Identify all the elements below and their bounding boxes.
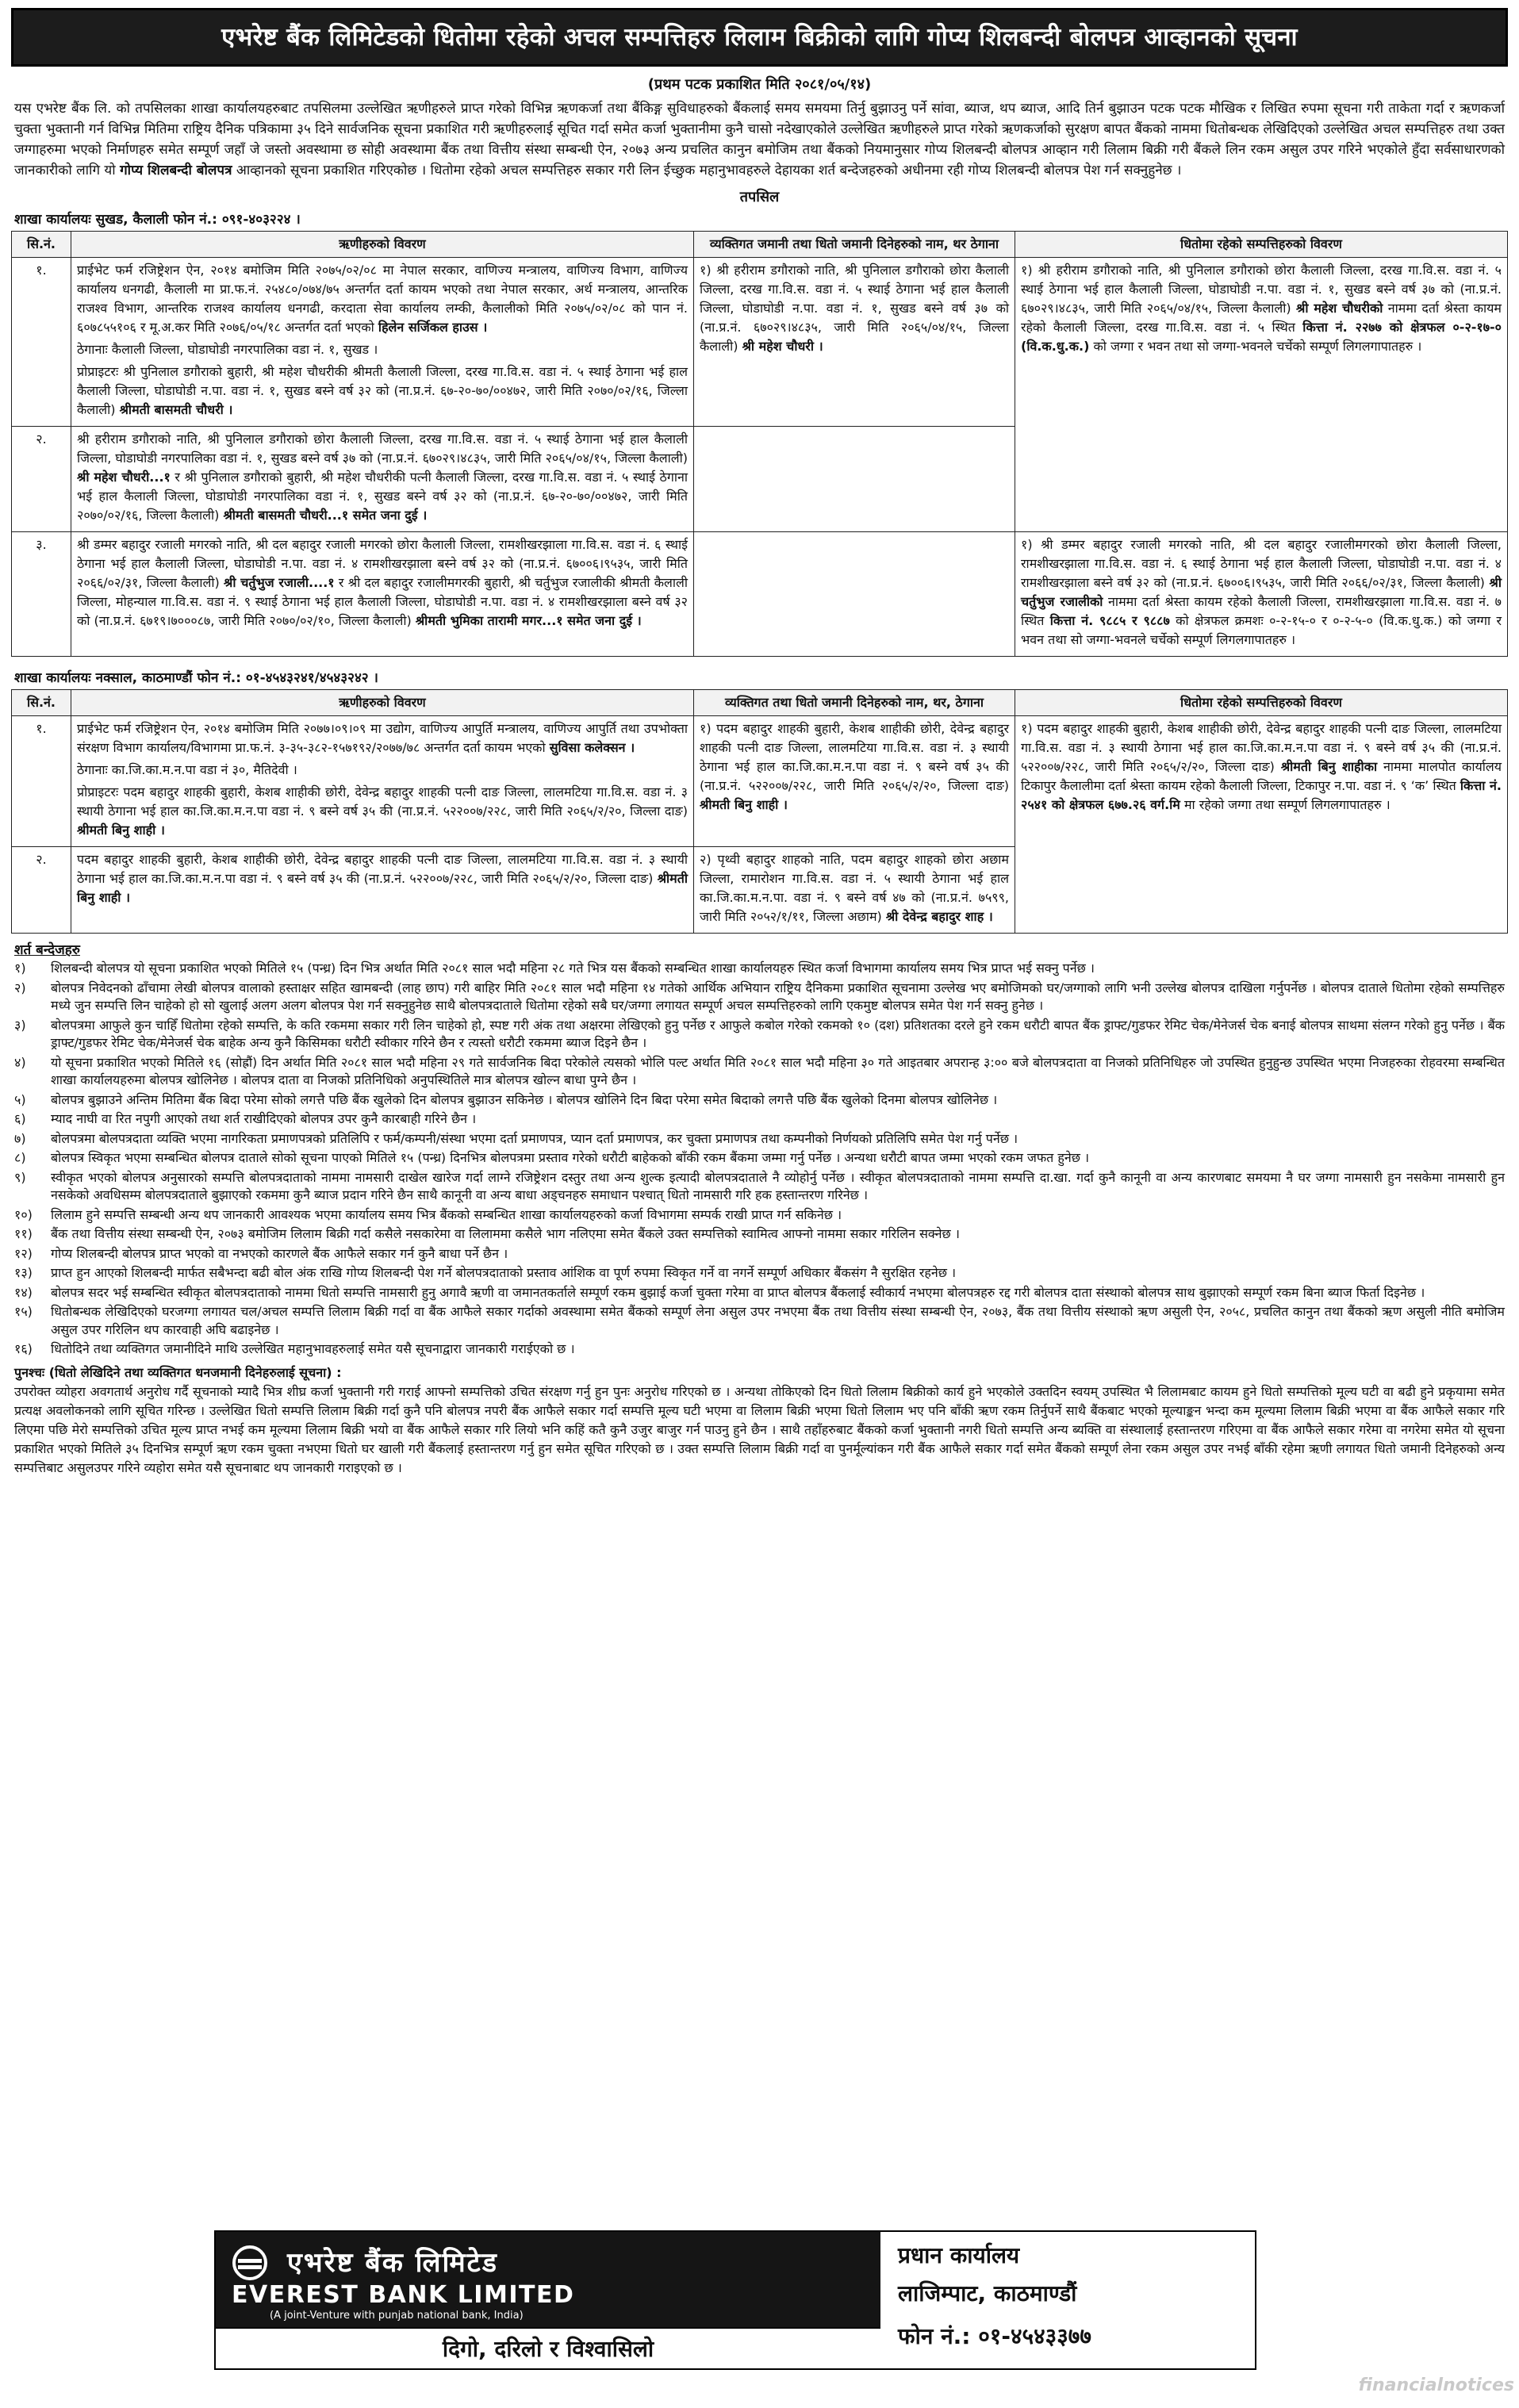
postscript-heading: पुनश्चः (धितो लेखिदिने तथा व्यक्तिगत धनजमानी दिनेहरुलाई सूचना) :	[14, 1364, 342, 1380]
notice-title: एभरेष्ट बैंक लिमिटेडको धितोमा रहेको अचल सम्पत्तिहरु लिलाम बिक्रीको लागि गोप्य शिलबन्दी बोलपत्र आव्हानको सूचना	[11, 8, 1508, 67]
row-sn: २.	[12, 427, 71, 532]
col-property: धितोमा रहेको सम्पत्तिहरुको विवरण	[1015, 232, 1508, 258]
row-sn: २.	[12, 847, 71, 934]
term-number: १६)	[14, 1341, 33, 1356]
term-item	[14, 1017, 1505, 1053]
guarantor-cell	[694, 258, 1015, 427]
notice-page	[11, 8, 1508, 2403]
table-row	[12, 258, 1508, 427]
watermark-text: financialnotices	[1358, 2375, 1514, 2395]
borrower-text: प्राईभेट फर्म रजिष्ट्रेशन ऐन, २०१४ बमोजिम मिति २०७५/०२/०८ मा नेपाल सरकार, वाणिज्य मन्त्रालय, वाणिज्य विभाग, वाणिज्य कार्यालय धनगढी, कैलाली मा प्रा.फ.नं. २५४८०/०७४/७५ अन्तर्गत दर्ता कायम भएको तथा नेपाल सरकार, अर्थ मन्त्रालय, आन्तरिक राजश्व विभाग, आन्तरिक राजश्व कार्यालय धनगढी, करदाता सेवा कार्यालय लम्की, कैलालीको मिति २०७५/०२/०८ को पान नं. ६०७८५५१०६ र मू.अ.कर मिति २०७६/०५/१८ अन्तर्गत दर्ता भएको हिलेन सर्जिकल हाउस ।	[77, 263, 688, 335]
branch-sukhad-table	[11, 231, 1508, 657]
term-item	[14, 960, 1505, 978]
term-number: ४)	[14, 1054, 26, 1070]
bank-name-english: EVEREST BANK LIMITED	[232, 2281, 575, 2309]
col-borrower: ऋणीहरुको विवरण	[71, 690, 694, 716]
postscript-text: उपरोक्त व्योहरा अवगतार्थ अनुरोध गर्दै सूचनाको म्यादै भित्र शीघ्र कर्जा भुक्तानी गरी गराई आफ्नो सम्पत्तिको उचित संरक्षण गर्नु हुन पुनः अनुरोध गरिएको छ । अन्यथा तोकिएको दिन धितो लिलाम बिक्रीको कार्य हुने भएकोले उक्तदिन स्वयम् उपस्थित भै लिलामबाट कायम हुने धितो सम्पत्तिको मूल्य घटी वा बढी हुने प्रकृयामा समेत प्रत्यक्ष अवलोकनको लागि सूचित गरिन्छ । उल्लेखित धितो सम्पत्ति लिलाम बिक्री गर्दा कुनै पनि बोलपत्र नपरी बैंक आफैले सकार गर्दा सम्पत्ति मूल्य घटी भएमा वा लिलाम बिक्री भएमा धितो लिलाम भए पनि बाँकी ऋण रकम तिर्नुपर्ने साथै बैंकबाट भएको मूल्याङ्कन भन्दा कम मूल्यमा लिलाम बिक्री भएमा वा बैंक आफैले सकार गरि लिएमा पछि मेरो सम्पत्तिको उचित मूल्य प्राप्त नभई कम मूल्यमा लिलाम बिक्री भयो वा बैंक आफैले सकार गरि लियो भनि कहिं कतै कुनै उजुर बाजुर गर्न पाउनु हुने छैन । साथै तहाँहरुबाट बैंकको कर्जा भुक्तानी नगरी धितो सम्पत्ति अन्य ब्यक्ति वा संस्थालाई हस्तान्तरण गरिएमा वा बैंक आफैले सकार गरेमा वा नगरेमा समेत यो सूचना प्रकाशित भएको मितिले ३५ दिनभित्र सम्पूर्ण ऋण रकम चुक्ता नभएमा धितो घर खाली गरी बैंकलाई हस्तान्तरण गर्नु हुन समेत सूचित गरिएको छ । उक्त सम्पत्ति लिलाम बिक्री गर्दा वा पुनर्मूल्यांकन गरी बैंक आफैले सकार गर्दा समेत बैंकको सम्पूर्ण लेना रकम असुल उपर नभई बाँकी रहेमा ऋणी लगायत धितो जमानी दिनेहरुको अन्य सम्पत्तिबाट असुलउपर गरिने व्यहोरा समेत यसै सूचनाबाट थप जानकारी गराइएको छ ।	[14, 1383, 1505, 1475]
term-number: ९)	[14, 1169, 26, 1185]
term-text: धितोदिने तथा व्यक्तिगत जमानीदिने माथि उल्लेखित महानुभावहरुलाई समेत यसै सूचनाद्वारा जानकारी गराईएको छ ।	[51, 1341, 575, 1356]
term-text: धितोबन्धक लेखिदिएको घरजग्गा लगायत चल/अचल सम्पत्ति लिलाम बिक्री गर्दा वा बैंक आफैले सकार गर्दाको अवस्थामा समेत बैंकको सम्पूर्ण लेना असुल उपर नभएमा बैंक तथा वित्तीय संस्था सम्बन्धी ऐन, २०७३, बैंक तथा वित्तीय संस्थाको ऋण असुली ऐन, २०५८, प्रचलित कानुन तथा बैंकको ऋण असुली नीति बमोजिम असुल उपर गरिलिन थप कारवाही अघि बढाइनेछ ।	[51, 1304, 1505, 1337]
term-text: बोलपत्र सदर भई सम्बन्धित स्वीकृत बोलपत्रदाताको नाममा धितो सम्पत्ति नामसारी हुनु अगावै ऋणी वा जमानतकर्ताले सम्पूर्ण रकम बुझाई कर्जा चुक्ता गरेमा वा प्राप्त बोलपत्र बैंकलाई स्वीकार्य नभएमा बोलपत्रहरु रद्द गरी बोलपत्र दाता संस्थाको बोलपत्र साथ बुझाएको सम्पूर्ण रकम बिना ब्याज फिर्ता दिइनेछ ।	[51, 1284, 1425, 1300]
bank-name-nepali: एभरेष्ट बैंक लिमिटेड	[287, 2247, 498, 2279]
term-text: शिलबन्दी बोलपत्र यो सूचना प्रकाशित भएको मितिले १५ (पन्ध्र) दिन भित्र अर्थात मिति २०८१ साल भदौ महिना २८ गते भित्र यस बैंकको सम्बन्धित शाखा कार्यालयहरु स्थित कर्जा विभागमा कार्यालय समय भित्र प्राप्त भई सक्नु पर्नेछ ।	[51, 961, 1095, 976]
guarantor-cell-empty	[694, 427, 1015, 532]
branch-naxal-line: शाखा कार्यालयः नक्साल, काठमाण्डौं फोन नं.: ०१-४५४३२४१/४५४३२४२ ।	[14, 670, 378, 686]
term-item	[14, 980, 1505, 1015]
term-item	[14, 1303, 1505, 1339]
borrower-cell	[71, 716, 694, 847]
borrower-address: ठेगानाः का.जि.का.म.न.पा वडा नं ३०, मैतिदेवी ।	[77, 762, 297, 777]
col-sn: सि.नं.	[12, 690, 71, 716]
term-item	[14, 1054, 1505, 1090]
term-number: ७)	[14, 1130, 26, 1146]
col-sn: सि.नं.	[12, 232, 71, 258]
first-published-date: (प्रथम पटक प्रकाशित मिति २०८१/०५/१४)	[647, 76, 872, 93]
table-row	[12, 716, 1508, 847]
term-number: १)	[14, 961, 26, 976]
term-number: ६)	[14, 1111, 26, 1126]
bank-footer	[214, 2230, 1256, 2370]
borrower-cell	[71, 427, 694, 532]
terms-list	[14, 960, 1505, 1359]
property-text: १) श्री डम्मर बहादुर रजाली मगरको नाति, श्री दल बहादुर रजालीमगरको छोरा कैलाली जिल्ला, रामशीखरझाला गा.वि.स. वडा नं. ६ स्थाई ठेगाना भई हाल कैलाली जिल्ला, घोडाघोडी न.पा. वडा नं. ४ रामशीखरझाला बस्ने वर्ष ३२ को (ना.प्र.नं. ६७००६।९५३५, जारी मिति २०६६/०२/३१, जिल्ला कैलाली) श्री चर्तुभुज रजालीको नाममा दर्ता श्रेस्ता कायम रहेको कैलाली जिल्ला, रामशीखरझाला गा.वि.स. वडा नं. ७ स्थित कित्ता नं. ९८८५ र ९८८७ को क्षेत्रफल क्रमशः ०-२-१५-० र ०-२-५-० (वि.क.धु.क.) को जग्गा र भवन तथा सो जग्गा-भवनले चर्चेको सम्पूर्ण लिगलगापातहरु ।	[1021, 537, 1502, 647]
property-cell	[1015, 258, 1508, 532]
borrower-proprietor: प्रोप्राइटरः पदम बहादुर शाहकी बुहारी, केशब शाहीकी छोरी, देवेन्द्र बहादुर शाहकी पत्नी दाङ जिल्ला, लालमटिया गा.वि.स. वडा नं. ३ स्थायी ठेगाना भई हाल का.जि.का.म.न.पा वडा नं. ९ बस्ने वर्ष ३५ की (ना.प्र.नं. ५२२००७/२२८, जारी मिति २०६५/२/२०, जिल्ला दाङ) श्रीमती बिनु शाही ।	[77, 784, 688, 838]
intro-text-bold: गोप्य शिलबन्दी बोलपत्र	[120, 163, 232, 178]
term-text: लिलाम हुने सम्पत्ति सम्बन्धी अन्य थप जानकारी आवश्यक भएमा कार्यालय समय भित्र बैंकको सम्बन्धित शाखा कार्यालयहरुको कर्जा विभागमा सम्पर्क राखी प्राप्त गर्न सकिनेछ ।	[51, 1206, 842, 1222]
term-number: १३)	[14, 1265, 33, 1280]
guarantor-text: १) पदम बहादुर शाहकी बुहारी, केशब शाहीकी छोरी, देवेन्द्र बहादुर शाहकी पत्नी दाङ जिल्ला, लालमटिया गा.वि.स. वडा नं. ३ स्थायी ठेगाना भई हाल का.जि.का.म.न.पा वडा नं. ९ बस्ने वर्ष ३५ की (ना.प्र.नं. ५२२००७/२२८, जारी मिति २०६५/२/२०, जिल्ला दाङ) श्रीमती बिनु शाही ।	[700, 721, 1009, 812]
branch-sukhad-line: शाखा कार्यालयः सुखड, कैलाली फोन नं.: ०९१-४०३२२४ ।	[14, 212, 301, 228]
borrower-cell	[71, 258, 694, 427]
guarantor-cell-empty	[694, 532, 1015, 657]
term-number: १०)	[14, 1206, 33, 1222]
term-item	[14, 1130, 1505, 1148]
col-property: धितोमा रहेको सम्पत्तिहरुको विवरण	[1015, 690, 1508, 716]
bank-brand-block	[216, 2232, 880, 2327]
borrower-cell	[71, 532, 694, 657]
borrower-address: ठेगानाः कैलाली जिल्ला, घोडाघोडी नगरपालिका वडा नं. १, सुखड ।	[77, 342, 378, 357]
term-item	[14, 1284, 1505, 1302]
intro-text-b: आव्हानको सूचना प्रकाशित गरिएकोछ । धितोमा रहेको अचल सम्पत्तिहरु सकार गरी लिन ईच्छुक महानुभावहरुले देहायका शर्त बन्देजहरुको अधीनमा रही गोप्य शिलबन्दी बोलपत्र पेश गर्न सक्नुहुनेछ ।	[236, 163, 1182, 178]
term-item	[14, 1245, 1505, 1263]
guarantor-text: २) पृथ्वी बहादुर शाहको नाति, पदम बहादुर शाहको छोरा अछाम जिल्ला, रामारोशन गा.वि.स. वडा नं. ५ स्थायी ठेगाना भई हाल का.जि.का.म.न.पा. वडा नं. ९ बस्ने वर्ष ४७ को (ना.प्र.नं. ७५९९, जारी मिति २०५२/१/११, जिल्ला अछाम) श्री देवेन्द्र बहादुर शाह ।	[700, 852, 1009, 924]
term-text: बोलपत्र स्विकृत भएमा सम्बन्धित बोलपत्र दाताले सोको सूचना पाएको मितिले १५ (पन्ध्र) दिनभित्र बोलपत्रमा प्रस्ताव गरेको धरौटी बाहेकको बाँकी रकम बैंकमा जम्मा गर्नु पर्नेछ । अन्यथा धरौटी बापत जम्मा भएको रकम जफत हुनेछ ।	[51, 1150, 1090, 1165]
borrower-text: श्री हरीराम डगौराको नाति, श्री पुनिलाल डगौराको छोरा कैलाली जिल्ला, दरख गा.वि.स. वडा नं. ५ स्थाई ठेगाना भई हाल कैलाली जिल्ला, घोडाघोडी नगरपालिका वडा नं. १, सुखड बस्ने वर्ष ३७ को (ना.प्र.नं. ६७०२९।४८३५, जारी मिति २०६५/०४/१५, जिल्ला कैलाली) श्री महेश चौधरी...१ र श्री पुनिलाल डगौराको बुहारी, श्री महेश चौधरीकी पत्नी कैलाली जिल्ला, दरख गा.वि.स. वडा नं. ५ स्थाई ठेगाना भई हाल कैलाली जिल्ला, घोडाघोडी नगरपालिका वडा नं. १, सुखड बस्ने वर्ष ३२ को (ना.प्र.नं. ६७-२०-७०/००४७२, जारी मिति २०७०/०२/१६, जिल्ला कैलाली) श्रीमती बासमती चौधरी...१ समेत जना दुई ।	[77, 431, 688, 523]
row-sn: १.	[12, 258, 71, 427]
term-text: बोलपत्र निवेदनको ढाँचामा लेखी बोलपत्र वालाको हस्ताक्षर सहित खामबन्दी (लाह छाप) गरी बाहिर मिति २०८१ साल भदौ महिना १४ गतेको आर्थिक अभियान राष्ट्रिय दैनिकमा प्रकाशित सूचनामा उल्लेख भए बमोजिमको घर/जग्गाको लागि भनी उल्लेख बोलपत्र दाखिला गर्नुपर्नेछ । बोलपत्र दाताले धितोमा रहेको सम्पत्तिहरु मध्ये जुन सम्पत्ति लिन चाहेको हो सो खुलाई अलग अलग बोलपत्र पेश गर्न सक्नुहुनेछ साथै बोलपत्रदाताले धितोमा रहेको सबै घर/जग्गा लगायत सम्पूर्ण अचल सम्पत्तिहरुको लागि एकमुष्ट बोलपत्र समेत पेश गर्न सक्नु हुनेछ ।	[51, 980, 1505, 1013]
head-office-phone: फोन नं.: ०१-४५४३३७७	[898, 2323, 1091, 2349]
borrower-text: प्राईभेट फर्म रजिष्ट्रेशन ऐन, २०१४ बमोजिम मिति २०७७।०९।०९ मा उद्योग, वाणिज्य आपुर्ति मन्त्रालय, वाणिज्य आपुर्ति तथा उपभोक्ता संरक्षण विभाग कार्यालय/विभागमा प्रा.फ.नं. ३-३५-३८२-१५७१९२/२०७७/७८ अन्तर्गत दर्ता कायम भएको सुविसा कलेक्सन ।	[77, 721, 688, 755]
bank-slogan: दिगो, दरिलो र विश्वासिलो	[216, 2327, 880, 2370]
property-text: १) पदम बहादुर शाहकी बुहारी, केशब शाहीकी छोरी, देवेन्द्र बहादुर शाहकी पत्नी दाङ जिल्ला, लालमटिया गा.वि.स. वडा नं. ३ स्थायी ठेगाना भई हाल का.जि.का.म.न.पा वडा नं. ९ बस्ने वर्ष ३५ की (ना.प्र.नं. ५२२००७/२२८, जारी मिति २०६५/२/२०, जिल्ला दाङ) श्रीमती बिनु शाहीका नाममा मालपोत कार्यालय टिकापुर कैलालीमा दर्ता श्रेस्ता कायम रहेको कैलाली जिल्ला, टिकापुर न.पा. वडा नं. ९ ‘क’ स्थित कित्ता नं. २५४१ को क्षेत्रफल ६७७.२६ वर्ग.मि मा रहेको जग्गा तथा सम्पूर्ण लिगलगापातहरु ।	[1021, 721, 1502, 812]
term-item	[14, 1340, 1505, 1359]
term-number: ५)	[14, 1091, 26, 1107]
property-cell	[1015, 716, 1508, 934]
branch-naxal-table	[11, 689, 1508, 934]
term-item	[14, 1149, 1505, 1168]
term-item	[14, 1206, 1505, 1225]
guarantor-cell	[694, 716, 1015, 847]
term-item	[14, 1169, 1505, 1205]
table-row	[12, 532, 1508, 657]
everest-logo-icon	[232, 2245, 276, 2281]
col-guarantor: व्यक्तिगत तथा धितो जमानी दिनेहरुको नाम, थर, ठेगाना	[694, 690, 1015, 716]
terms-heading: शर्त बन्देजहरु	[14, 942, 80, 958]
term-item	[14, 1091, 1505, 1110]
term-text: म्याद नाघी वा रित नपुगी आएको तथा शर्त राखीदिएको बोलपत्र उपर कुनै कारबाही गरिने छैन ।	[51, 1111, 477, 1126]
property-text: १) श्री हरीराम डगौराको नाति, श्री पुनिलाल डगौराको छोरा कैलाली जिल्ला, दरख गा.वि.स. वडा नं. ५ स्थाई ठेगाना भई हाल कैलाली जिल्ला, घोडाघोडी न.पा. वडा नं. १, सुखड बस्ने वर्ष ३७ को (ना.प्र.नं. ६७०२९।४८३५, जारी मिति २०६५/०४/१५, जिल्ला कैलाली) श्री महेश चौधरीको नाममा दर्ता श्रेस्ता कायम रहेको कैलाली जिल्ला, दरख गा.वि.स. वडा नं. ५ स्थित कित्ता नं. २२७७ को क्षेत्रफल ०-२-१७-० (वि.क.धु.क.) को जग्गा र भवन तथा सो जग्गा-भवनले चर्चेको सम्पूर्ण लिगलगापातहरु ।	[1021, 263, 1502, 354]
term-text: यो सूचना प्रकाशित भएको मितिले १६ (सोह्रौं) दिन अर्थात मिति २०८१ साल भदौ महिना २९ गते सार्वजनिक बिदा परेकोले त्यसको भोलि पल्ट अर्थात मिति २०८१ साल भदौ महिना ३० गते आइतबार अपरान्ह ३:०० बजे बोलपत्रदाता वा निजको प्रतिनिधिहरु जो उपस्थित हुनुहुन्छ उपस्थित भएमा निजहरुका रोहवरमा सम्बन्धित शाखा कार्यालयहरुमा बोलपत्र खोलिनेछ । बोलपत्र दाता वा निजको प्रतिनिधिको अनुपस्थितिले मात्र बोलपत्र खोल्न बाधा पुग्ने छैन ।	[51, 1054, 1505, 1087]
table-header-row	[12, 232, 1508, 258]
term-text: बोलपत्रमा आफुले कुन चाहिँ धितोमा रहेको सम्पत्ति, के कति रकममा सकार गरी लिन चाहेको हो, स्पष्ट गरी अंक तथा अक्षरमा लेखिएको हुनु पर्नेछ र आफुले कबोल गरेको रकमको १० (दश) प्रतिशतका दरले हुने रकम धरौटी बापत बैंक ड्राफ्ट/गुडफर रेमिट चेक/मेनेजर्स चेक बनाई बोलपत्र साथमा संलग्न गरेको हुनु पर्नेछ । बैंक ड्राफ्ट/गुडफर रेमिट चेक/मेनेजर्स चेक बाहेक अन्य कुनै किसिमका धरौटी स्वीकार गरिने छैन र त्यस्तो धरौटी रकममा ब्याज दिइने छैन ।	[51, 1017, 1505, 1050]
term-number: २)	[14, 980, 26, 995]
schedule-heading: तपसिल	[739, 189, 780, 205]
intro-text-a: यस एभरेष्ट बैंक लि. को तपसिलका शाखा कार्यालयहरुबाट तपसिलमा उल्लेखित ऋणीहरुले प्राप्त गरेको विभिन्न ऋणकर्जा तथा बैंकिङ्ग सुविधाहरुको बैंकलाई समय समयमा तिर्नु बुझाउनु पर्ने सांवा, ब्याज, थप ब्याज, आदि तिर्न बुझाउन पटक पटक मौखिक र लिखित रुपमा सूचना गरी ताकेता गर्दा र ऋणकर्जा चुक्ता भुक्तानी गर्न विभिन्न मितिमा राष्ट्रिय दैनिक पत्रिकामा ३५ दिने सार्वजनिक सूचना प्रकाशित गरी ऋणीहरुलाई सूचित गर्दा समेत कर्जा भुक्तानीमा कुनै चासो नदेखाएकोले उल्लेखित ऋणीहरुले प्राप्त गरेको ऋणकर्जाको सुरक्षण बापत बैंकको नाममा धितोबन्धक लेखिदिएको उल्लेखित अचल सम्पत्तिहरु तथा उक्त जग्गाहरुमा भएको निर्माणहरु समेत सम्पूर्ण जहाँ जे जस्तो अवस्थामा छ सोही अवस्थामा बैंक तथा वित्तीय संस्था सम्बन्धी ऐन, २०७३ अन्य प्रचलित कानुन बमोजिम तथा बैंकको नियमानुसार गोप्य शिलबन्दी बोलपत्र आव्हान गरी लिलाम बिक्री गरी बैंकले लिन रकम असुल उपर गरिने भएकोले हुँदा सर्वसाधारणको जानकारीको लागि यो	[14, 101, 1505, 178]
term-number: १२)	[14, 1245, 33, 1261]
head-office-address: लाजिम्पाट, काठमाण्डौं	[898, 2280, 1077, 2306]
borrower-cell	[71, 847, 694, 934]
term-text: बोलपत्रमा बोलपत्रदाता व्यक्ति भएमा नागरिकता प्रमाणपत्रको प्रतिलिपि र फर्म/कम्पनी/संस्था भएमा दर्ता प्रमाणपत्र, प्यान दर्ता प्रमाणपत्र, कर चुक्ता प्रमाणपत्र तथा कम्पनीको निर्णयको प्रतिलिपि समेत पेश गर्नु पर्नेछ ।	[51, 1130, 1018, 1146]
term-text: प्राप्त हुन आएको शिलबन्दी मार्फत सबैभन्दा बढी बोल अंक राखि गोप्य शिलबन्दी पेश गर्ने बोलपत्रदाताको प्रस्ताव आंशिक वा पूर्ण रुपमा स्विकृत गर्ने वा नगर्ने सम्पूर्ण अधिकार बैंकसंग नै सुरक्षित रहनेछ ।	[51, 1265, 957, 1280]
borrower-text: पदम बहादुर शाहकी बुहारी, केशब शाहीकी छोरी, देवेन्द्र बहादुर शाहकी पत्नी दाङ जिल्ला, लालमटिया गा.वि.स. वडा नं. ३ स्थायी ठेगाना भई हाल का.जि.का.म.न.पा वडा नं. ९ बस्ने वर्ष ३५ की (ना.प्र.नं. ५२२००७/२२८, जारी मिति २०६५/२/२०, जिल्ला दाङ) श्रीमती बिनु शाही ।	[77, 852, 688, 905]
term-text: बोलपत्र बुझाउने अन्तिम मितिमा बैंक बिदा परेमा सोको लगत्तै पछि बैंक खुलेको दिन बोलपत्र बुझाउन सकिनेछ । बोलपत्र खोलिने दिन बिदा परेमा समेत बिदाको लगत्तै पछि बैंक खुलेको दिनमा बोलपत्र खोलिनेछ ।	[51, 1091, 998, 1107]
intro-paragraph	[14, 98, 1505, 181]
joint-venture-note: (A joint-Venture with punjab national bank, India)	[270, 2310, 524, 2322]
guarantor-cell	[694, 847, 1015, 934]
term-number: १४)	[14, 1284, 33, 1300]
term-number: ८)	[14, 1150, 26, 1165]
property-cell	[1015, 532, 1508, 657]
table-header-row	[12, 690, 1508, 716]
borrower-proprietor: प्रोप्राइटरः श्री पुनिलाल डगौराको बुहारी, श्री महेश चौधरीकी श्रीमती कैलाली जिल्ला, दरख गा.वि.स. वडा नं. ५ स्थाई ठेगाना भई हाल कैलाली जिल्ला, घोडाघोडी न.पा. वडा नं. १, सुखड बस्ने वर्ष ३२ को (ना.प्र.नं. ६७-२०-७०/००४७२, जारी मिति २०७०/०२/१६, जिल्ला कैलाली) श्रीमती बासमती चौधरी ।	[77, 364, 688, 417]
term-number: ३)	[14, 1017, 26, 1033]
term-number: १५)	[14, 1304, 33, 1319]
row-sn: १.	[12, 716, 71, 847]
col-borrower: ऋणीहरुको विवरण	[71, 232, 694, 258]
term-text: बैंक तथा वित्तीय संस्था सम्बन्धी ऐन, २०७३ बमोजिम लिलाम बिक्री गर्दा कसैले नसकारेमा वा लिलाममा कसैले भाग नलिएमा समेत बैंकले उक्त सम्पत्तिको स्वामित्व आफ्नो नाममा सकार गरिलिन सक्नेछ ।	[51, 1226, 960, 1241]
row-sn: ३.	[12, 532, 71, 657]
term-number: ११)	[14, 1226, 33, 1241]
term-text: गोप्य शिलबन्दी बोलपत्र प्राप्त भएको वा नभएको कारणले बैंक आफैले सकार गर्न कुनै बाधा पर्ने छैन ।	[51, 1245, 508, 1261]
col-guarantor: व्यक्तिगत जमानी तथा धितो जमानी दिनेहरुको नाम, थर ठेगाना	[694, 232, 1015, 258]
term-item	[14, 1264, 1505, 1283]
head-office-block	[882, 2232, 1255, 2368]
guarantor-text: १) श्री हरीराम डगौराको नाति, श्री पुनिलाल डगौराको छोरा कैलाली जिल्ला, दरख गा.वि.स. वडा नं. ५ स्थाई ठेगाना भई हाल कैलाली जिल्ला, घोडाघोडी न.पा. वडा नं. १, सुखड बस्ने वर्ष ३७ को (ना.प्र.नं. ६७०२९।४८३५, जारी मिति २०६५/०४/१५, जिल्ला कैलाली) श्री महेश चौधरी ।	[700, 263, 1009, 354]
head-office-label: प्रधान कार्यालय	[898, 2242, 1020, 2268]
term-text: स्वीकृत भएको बोलपत्र अनुसारको सम्पत्ति बोलपत्रदाताको नाममा नामसारी दाखेल खारेज गर्दा लाग्ने रजिष्ट्रेशन दस्तुर तथा अन्य शुल्क इत्यादी बोलपत्रदाताले नै व्योहोर्नु पर्नेछ । स्वीकृत बोलपत्रदाताको नाममा सम्पत्ति दा.खा. गर्दा कुनै कानूनी वा अन्य कारणबाट समयमा नै घर जग्गा नामसारी हुन नसकेमा नामसारी हुन नसकेको अवधिसम्म बोलपत्रदाताले बुझाएको रकममा कुनै ब्याज प्रदान गरिने छैन साथै कानूनी वा अन्य बाधा अड्चनहरु समाधान पश्चात् धितो नामसारी गरि हक हस्तान्तरण गरिनेछ ।	[51, 1169, 1505, 1202]
borrower-text: श्री डम्मर बहादुर रजाली मगरको नाति, श्री दल बहादुर रजाली मगरको छोरा कैलाली जिल्ला, रामशीखरझाला गा.वि.स. वडा नं. ६ स्थाई ठेगाना भई हाल कैलाली जिल्ला, घोडाघोडी न.पा. वडा नं. ४ रामशीखरझाला बस्ने वर्ष ३२ को (ना.प्र.नं. ६७००६।९५३५, जारी मिति २०६६/०२/३१, जिल्ला कैलाली) श्री चर्तुभुज रजाली....१ र श्री दल बहादुर रजालीमगरकी बुहारी, श्री चर्तुभुज रजालीकी श्रीमती कैलाली जिल्ला, मोहन्याल गा.वि.स. वडा नं. ९ स्थाई ठेगाना भई हाल कैलाली जिल्ला, घोडाघोडी न.पा. वडा नं. ४ रामशीखरझाला बस्ने वर्ष ३२ को (ना.प्र.नं. ६७१९।७०००८७, जारी मिति २०७०/०२/१०, जिल्ला कैलाली) श्रीमती भुमिका तारामी मगर...१ समेत जना दुई ।	[77, 537, 689, 628]
term-item	[14, 1110, 1505, 1129]
term-item	[14, 1225, 1505, 1244]
